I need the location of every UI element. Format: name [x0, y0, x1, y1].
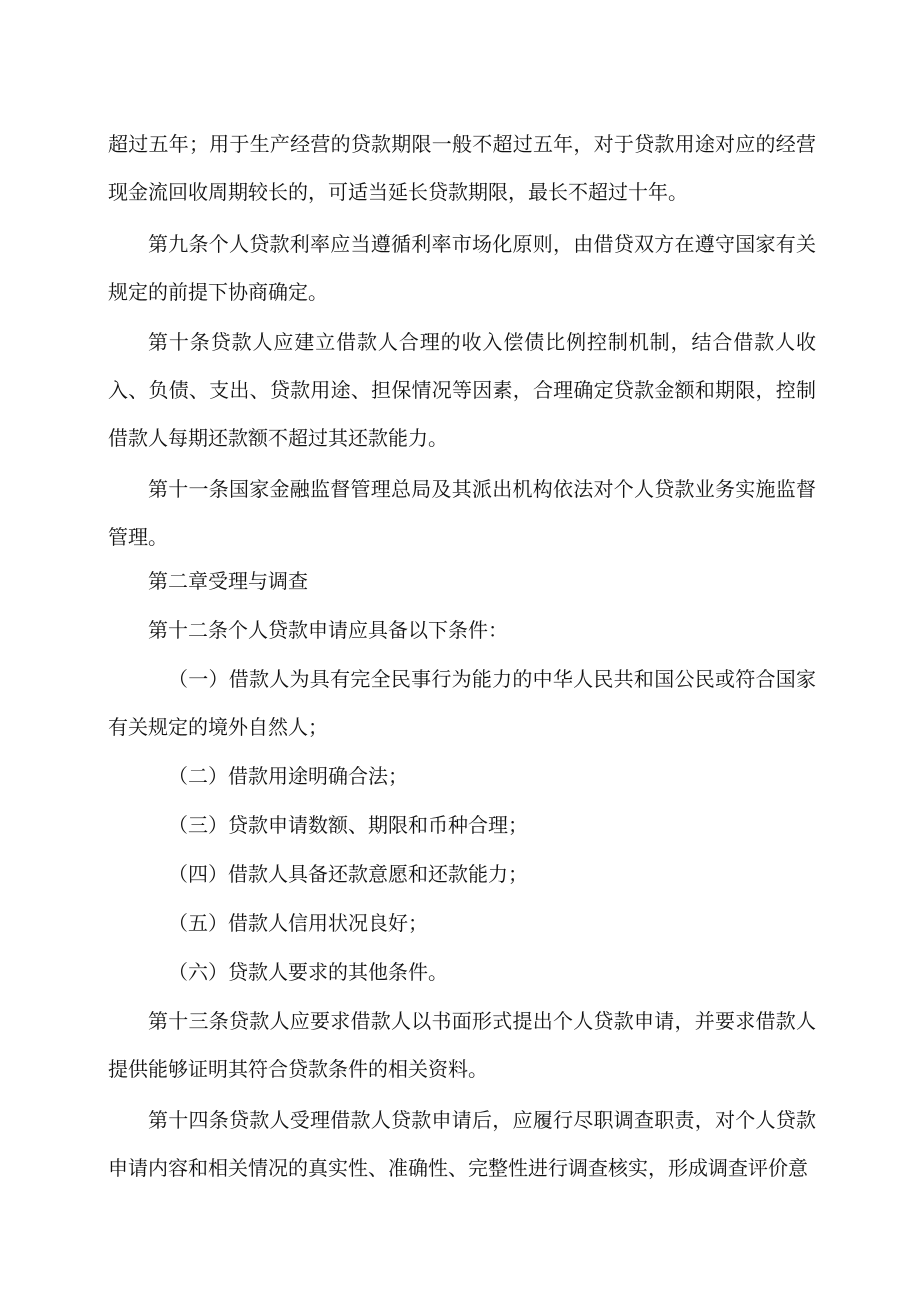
- list-item-condition-4: （四）借款人具备还款意愿和还款能力；: [168, 862, 528, 886]
- list-item-condition-1: （一）借款人为具有完全民事行为能力的中华人民共和国公民或符合国家有关规定的境外自然人；: [108, 667, 816, 739]
- paragraph-article-13: 第十三条贷款人应要求借款人以书面形式提出个人贷款申请，并要求借款人提供能够证明其符合贷款条件的相关资料。: [108, 1009, 816, 1081]
- list-item-condition-2: （二）借款用途明确合法；: [168, 764, 408, 788]
- paragraph-article-11: 第十一条国家金融监督管理总局及其派出机构依法对个人贷款业务实施监督管理。: [108, 477, 816, 549]
- list-item-condition-6: （六）贷款人要求的其他条件。: [168, 960, 448, 984]
- paragraph-article-9: 第九条个人贷款利率应当遵循利率市场化原则，由借贷双方在遵守国家有关规定的前提下协商确定。: [108, 232, 816, 304]
- list-item-condition-5: （五）借款人信用状况良好；: [168, 911, 428, 935]
- list-item-condition-3: （三）贷款申请数额、期限和币种合理；: [168, 813, 528, 837]
- paragraph-article-10: 第十条贷款人应建立借款人合理的收入偿债比例控制机制，结合借款人收入、负债、支出、贷款用途、担保情况等因素，合理确定贷款金额和期限，控制借款人每期还款额不超过其还款能力。: [108, 330, 816, 450]
- paragraph-article-12: 第十二条个人贷款申请应具备以下条件：: [148, 618, 508, 642]
- paragraph-article-14: 第十四条贷款人受理借款人贷款申请后，应履行尽职调查职责，对个人贷款申请内容和相关情况的真实性、准确性、完整性进行调查核实，形成调查评价意: [108, 1108, 816, 1180]
- chapter-heading: 第二章受理与调查: [148, 569, 308, 593]
- paragraph-loan-term-continuation: 超过五年；用于生产经营的贷款期限一般不超过五年，对于贷款用途对应的经营现金流回收周期较长的，可适当延长贷款期限，最长不超过十年。: [108, 132, 816, 204]
